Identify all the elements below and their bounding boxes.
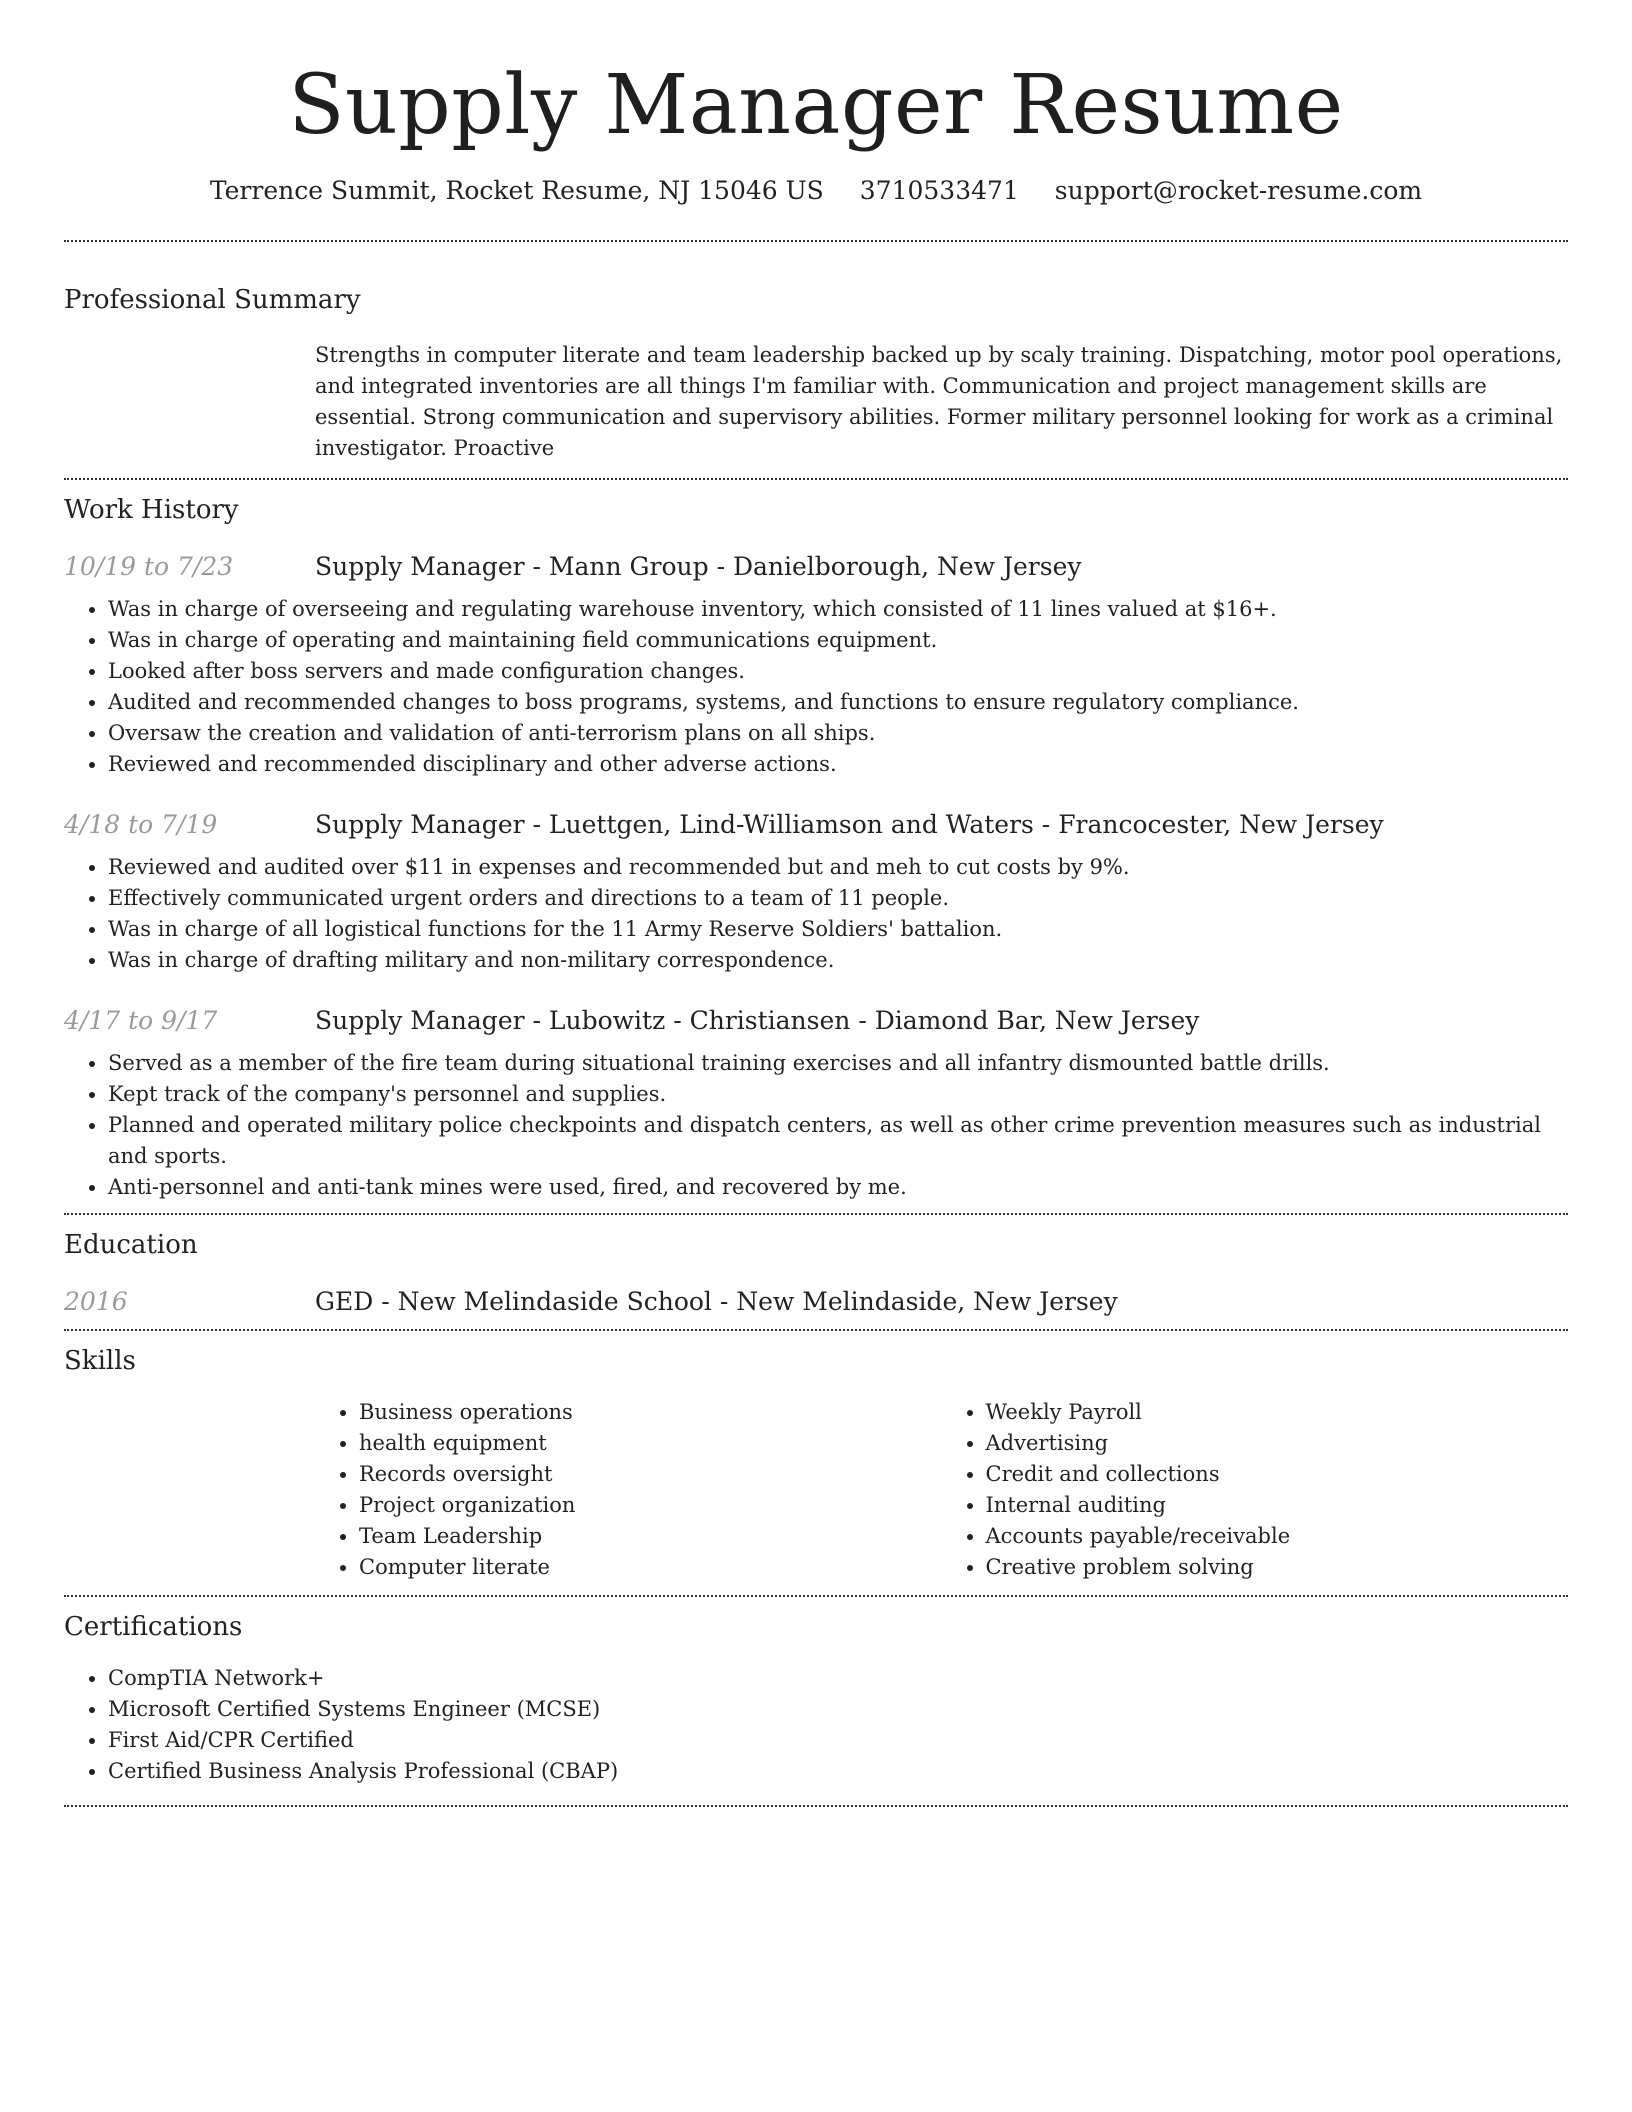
contact-phone: 3710533471: [859, 176, 1019, 205]
job-dates: 10/19 to 7/23: [64, 552, 234, 581]
list-item: • Advertising: [986, 1428, 1569, 1459]
job-bullets: [64, 1048, 1568, 1203]
summary-text: Strengths in computer literate and team leadership backed up by scaly training. Dispatching, motor pool operations, and integrated inventories are all things I'm familiar with. Communication and project management skills are essential. Strong communication and supervisory abilities. Former military personnel looking for work as a criminal investigator. Proactive: [315, 343, 1563, 460]
list-item: • Computer literate: [359, 1552, 942, 1583]
job-entry: [64, 1004, 1568, 1213]
education-year: 2016: [64, 1287, 128, 1316]
list-item: • Weekly Payroll: [986, 1397, 1569, 1428]
work-history-heading: Work History: [64, 495, 239, 525]
list-item: • Looked after boss servers and made configuration changes.: [108, 656, 1568, 687]
list-item: • Oversaw the creation and validation of anti-terrorism plans on all ships.: [108, 718, 1568, 749]
list-item: • Credit and collections: [986, 1459, 1569, 1490]
list-item: • Was in charge of drafting military and non-military correspondence.: [108, 945, 1568, 976]
skills-list-right: [942, 1397, 1569, 1583]
list-item: • Team Leadership: [359, 1521, 942, 1552]
job-entry: [64, 808, 1568, 976]
list-item: • Internal auditing: [986, 1490, 1569, 1521]
skills-columns: [315, 1397, 1568, 1595]
list-item: • Project organization: [359, 1490, 942, 1521]
contact-address: Terrence Summit, Rocket Resume, NJ 15046 US: [209, 176, 824, 205]
list-item: • Was in charge of operating and maintaining field communications equipment.: [108, 625, 1568, 656]
divider: [64, 1329, 1568, 1331]
list-item: • Anti-personnel and anti-tank mines were used, fired, and recovered by me.: [108, 1172, 1568, 1203]
list-item: • health equipment: [359, 1428, 942, 1459]
contact-email: support@rocket-resume.com: [1054, 176, 1423, 205]
page-title: Supply Manager Resume: [288, 58, 1344, 153]
list-item: • Audited and recommended changes to boss programs, systems, and functions to ensure regulatory compliance.: [108, 687, 1568, 718]
job-bullets: [64, 852, 1568, 976]
skills-heading: Skills: [64, 1346, 136, 1376]
list-item: • Certified Business Analysis Professional (CBAP): [108, 1756, 1568, 1787]
list-item: • Planned and operated military police checkpoints and dispatch centers, as well as other crime prevention measures such as industrial and sports.: [108, 1110, 1568, 1172]
list-item: • Business operations: [359, 1397, 942, 1428]
job-bullets: [64, 594, 1568, 780]
divider: [64, 240, 1568, 242]
job-title: Supply Manager - Lubowitz - Christiansen - Diamond Bar, New Jersey: [315, 1006, 1200, 1035]
list-item: • Microsoft Certified Systems Engineer (MCSE): [108, 1694, 1568, 1725]
job-dates: 4/17 to 9/17: [64, 1006, 218, 1035]
resume-page: [64, 0, 1568, 1807]
list-item: • Accounts payable/receivable: [986, 1521, 1569, 1552]
education-degree: GED - New Melindaside School - New Melindaside, New Jersey: [315, 1287, 1118, 1316]
job-dates: 4/18 to 7/19: [64, 810, 218, 839]
divider: [64, 1595, 1568, 1597]
job-title: Supply Manager - Luettgen, Lind-Williamson and Waters - Francocester, New Jersey: [315, 810, 1384, 839]
list-item: • First Aid/CPR Certified: [108, 1725, 1568, 1756]
skills-list-left: [315, 1397, 942, 1583]
list-item: • Creative problem solving: [986, 1552, 1569, 1583]
divider: [64, 478, 1568, 480]
divider: [64, 1213, 1568, 1215]
contact-line: [64, 174, 1568, 208]
certifications-heading: Certifications: [64, 1612, 243, 1642]
education-heading: Education: [64, 1230, 198, 1260]
list-item: • Was in charge of all logistical functions for the 11 Army Reserve Soldiers' battalion.: [108, 914, 1568, 945]
list-item: • Was in charge of overseeing and regulating warehouse inventory, which consisted of 11 lines valued at $16+.: [108, 594, 1568, 625]
education-entry: [64, 1285, 1568, 1329]
job-title: Supply Manager - Mann Group - Danielborough, New Jersey: [315, 552, 1082, 581]
list-item: • Kept track of the company's personnel and supplies.: [108, 1079, 1568, 1110]
list-item: • Effectively communicated urgent orders and directions to a team of 11 people.: [108, 883, 1568, 914]
divider: [64, 1805, 1568, 1807]
summary-heading: Professional Summary: [64, 285, 361, 315]
list-item: • Reviewed and audited over $11 in expenses and recommended but and meh to cut costs by 9%.: [108, 852, 1568, 883]
list-item: • Served as a member of the fire team during situational training exercises and all infantry dismounted battle drills.: [108, 1048, 1568, 1079]
list-item: • Reviewed and recommended disciplinary and other adverse actions.: [108, 749, 1568, 780]
list-item: • CompTIA Network+: [108, 1663, 1568, 1694]
certifications-list: [64, 1663, 1568, 1805]
list-item: • Records oversight: [359, 1459, 942, 1490]
job-entry: [64, 550, 1568, 780]
